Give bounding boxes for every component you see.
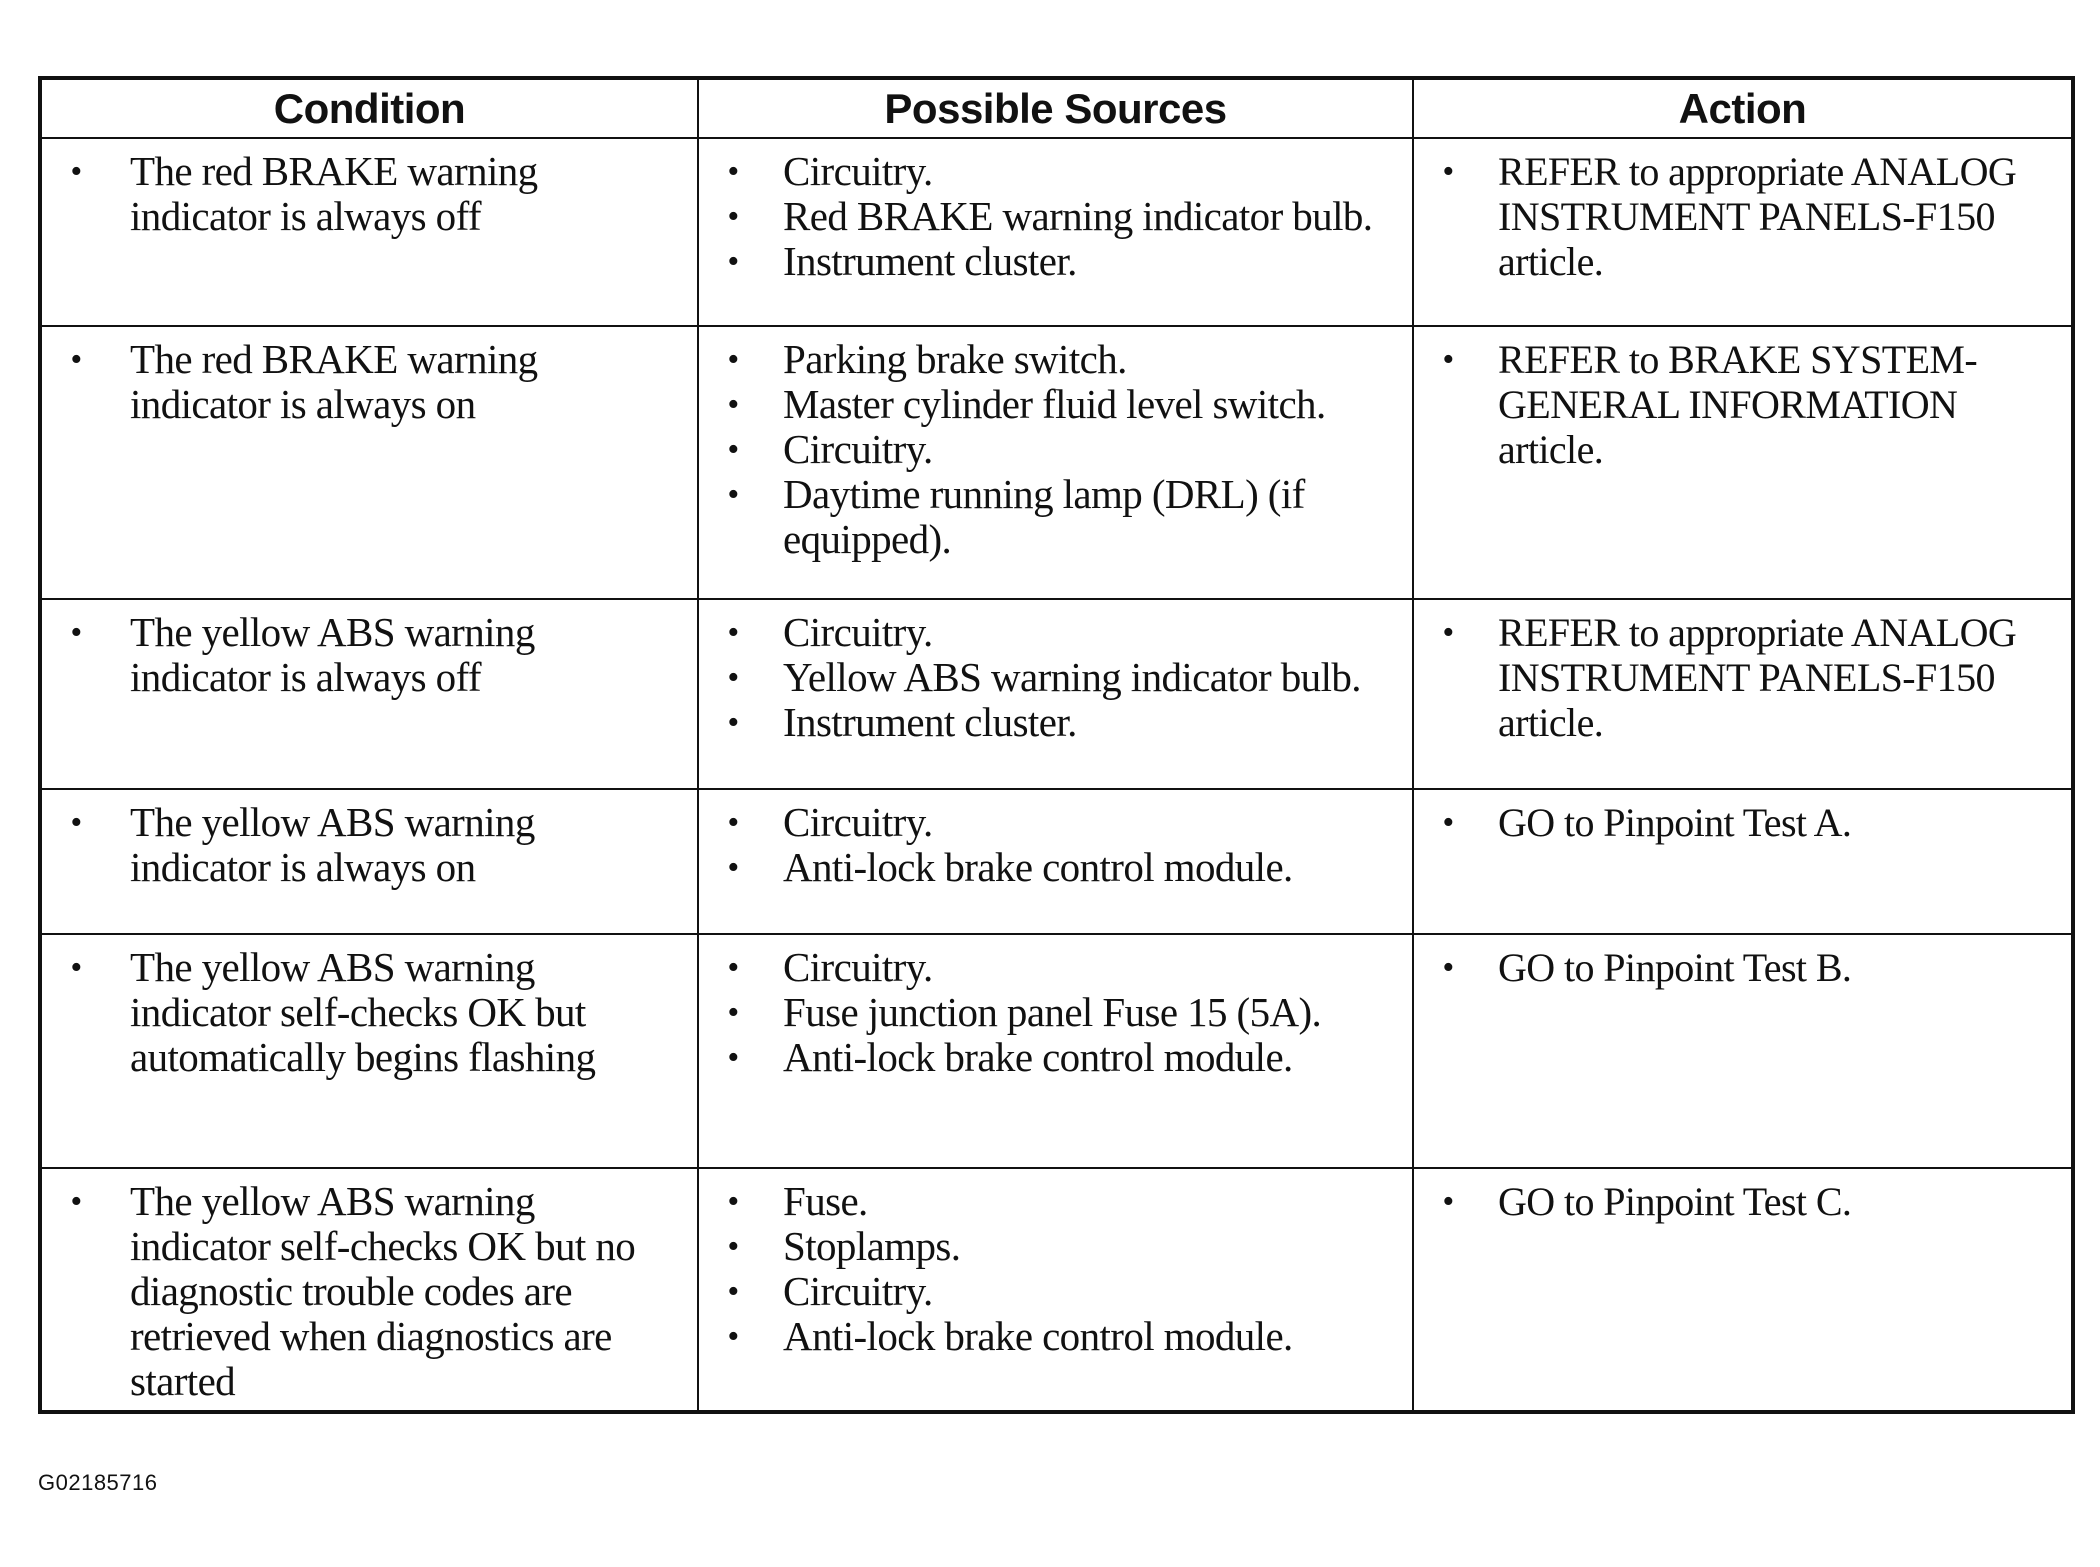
list-item [713,700,1398,745]
bullet-icon: • [727,949,739,986]
condition-list [56,149,683,239]
bullet-icon: • [727,1318,739,1355]
bullet-icon: • [727,198,739,235]
item-text: REFER to appropriate ANALOG INSTRUMENT PANELS-F150 article. [1498,149,2017,284]
sources-list [713,149,1398,284]
item-text: Circuitry. [783,426,933,472]
list-item [56,945,683,1080]
list-item [713,800,1398,845]
sources-list [713,945,1398,1080]
bullet-icon: • [727,704,739,741]
list-item [713,1269,1398,1314]
item-text: Circuitry. [783,609,933,655]
bullet-icon: • [1442,804,1454,841]
table-row [40,599,2073,789]
item-text: Fuse. [783,1178,868,1224]
bullet-icon: • [70,153,82,190]
list-item [1428,1179,2057,1224]
item-text: The red BRAKE warning indicator is always off [130,148,538,239]
item-text: Yellow ABS warning indicator bulb. [783,654,1361,700]
bullet-icon: • [727,994,739,1031]
list-item [713,194,1398,239]
list-item [713,239,1398,284]
sources-cell [698,599,1413,789]
item-text: Instrument cluster. [783,699,1077,745]
table-row [40,1168,2073,1412]
bullet-icon: • [727,1273,739,1310]
item-text: The yellow ABS warning indicator is always off [130,609,535,700]
list-item [713,382,1398,427]
table-row [40,789,2073,934]
bullet-icon: • [1442,1183,1454,1220]
list-item [56,800,683,890]
item-text: The red BRAKE warning indicator is always on [130,336,538,427]
list-item [713,1179,1398,1224]
list-item [713,472,1398,562]
table-body [40,138,2073,1412]
condition-cell [40,326,698,599]
list-item [1428,149,2057,284]
sources-list [713,337,1398,562]
item-text: Daytime running lamp (DRL) (if equipped). [783,471,1305,562]
action-list [1428,337,2057,472]
action-cell [1413,326,2073,599]
sources-cell [698,789,1413,934]
list-item [1428,610,2057,745]
action-list [1428,149,2057,284]
sources-list [713,800,1398,890]
header-row [40,78,2073,138]
action-list [1428,800,2057,845]
action-cell [1413,138,2073,326]
bullet-icon: • [727,614,739,651]
figure-id: G02185716 [38,1470,158,1495]
table-row [40,326,2073,599]
bullet-icon: • [1442,153,1454,190]
header-possible-sources: Possible Sources [698,78,1413,138]
list-item [713,945,1398,990]
item-text: REFER to BRAKE SYSTEM-GENERAL INFORMATION article. [1498,337,1978,472]
item-text: Red BRAKE warning indicator bulb. [783,193,1373,239]
bullet-icon: • [70,949,82,986]
bullet-icon: • [1442,341,1454,378]
item-text: Fuse junction panel Fuse 15 (5A). [783,989,1322,1035]
item-text: REFER to appropriate ANALOG INSTRUMENT PANELS-F150 article. [1498,610,2017,745]
condition-list [56,337,683,427]
condition-cell [40,1168,698,1412]
list-item [1428,337,2057,472]
item-text: The yellow ABS warning indicator self-checks OK but no diagnostic trouble codes are retrieved when diagnostics are started [130,1178,636,1404]
sources-cell [698,138,1413,326]
bullet-icon: • [70,804,82,841]
diagnosis-table [38,76,2075,1414]
action-cell [1413,599,2073,789]
item-text: GO to Pinpoint Test C. [1498,1179,1852,1224]
item-text: Parking brake switch. [783,336,1127,382]
sources-list [713,610,1398,745]
item-text: GO to Pinpoint Test B. [1498,945,1852,990]
action-list [1428,610,2057,745]
bullet-icon: • [727,341,739,378]
bullet-icon: • [727,659,739,696]
action-cell [1413,789,2073,934]
item-text: The yellow ABS warning indicator self-checks OK but automatically begins flashing [130,944,596,1080]
sources-cell [698,326,1413,599]
list-item [713,1035,1398,1080]
item-text: Anti-lock brake control module. [783,1034,1293,1080]
list-item [56,1179,683,1404]
condition-list [56,800,683,890]
condition-list [56,1179,683,1404]
item-text: Instrument cluster. [783,238,1077,284]
item-text: Anti-lock brake control module. [783,844,1293,890]
bullet-icon: • [1442,614,1454,651]
bullet-icon: • [727,243,739,280]
item-text: The yellow ABS warning indicator is always on [130,799,535,890]
table-row [40,138,2073,326]
condition-list [56,610,683,700]
condition-cell [40,599,698,789]
bullet-icon: • [727,431,739,468]
bullet-icon: • [727,849,739,886]
action-list [1428,1179,2057,1224]
list-item [1428,945,2057,990]
sources-cell [698,934,1413,1168]
item-text: Circuitry. [783,799,933,845]
header-condition: Condition [40,78,698,138]
sources-list [713,1179,1398,1359]
bullet-icon: • [727,804,739,841]
bullet-icon: • [70,1183,82,1220]
list-item [713,1224,1398,1269]
bullet-icon: • [727,1039,739,1076]
list-item [713,655,1398,700]
bullet-icon: • [727,1183,739,1220]
item-text: Circuitry. [783,944,933,990]
action-cell [1413,934,2073,1168]
action-cell [1413,1168,2073,1412]
list-item [713,337,1398,382]
condition-list [56,945,683,1080]
item-text: GO to Pinpoint Test A. [1498,800,1852,845]
bullet-icon: • [727,476,739,513]
item-text: Anti-lock brake control module. [783,1313,1293,1359]
list-item [56,149,683,239]
item-text: Stoplamps. [783,1223,961,1269]
list-item [1428,800,2057,845]
bullet-icon: • [1442,949,1454,986]
condition-cell [40,138,698,326]
table-row [40,934,2073,1168]
condition-cell [40,934,698,1168]
item-text: Master cylinder fluid level switch. [783,381,1326,427]
list-item [713,1314,1398,1359]
bullet-icon: • [727,153,739,190]
list-item [56,610,683,700]
condition-cell [40,789,698,934]
sources-cell [698,1168,1413,1412]
list-item [713,610,1398,655]
action-list [1428,945,2057,990]
item-text: Circuitry. [783,148,933,194]
bullet-icon: • [70,614,82,651]
list-item [713,427,1398,472]
list-item [713,990,1398,1035]
bullet-icon: • [727,1228,739,1265]
bullet-icon: • [727,386,739,423]
bullet-icon: • [70,341,82,378]
list-item [713,845,1398,890]
header-action: Action [1413,78,2073,138]
list-item [56,337,683,427]
item-text: Circuitry. [783,1268,933,1314]
list-item [713,149,1398,194]
